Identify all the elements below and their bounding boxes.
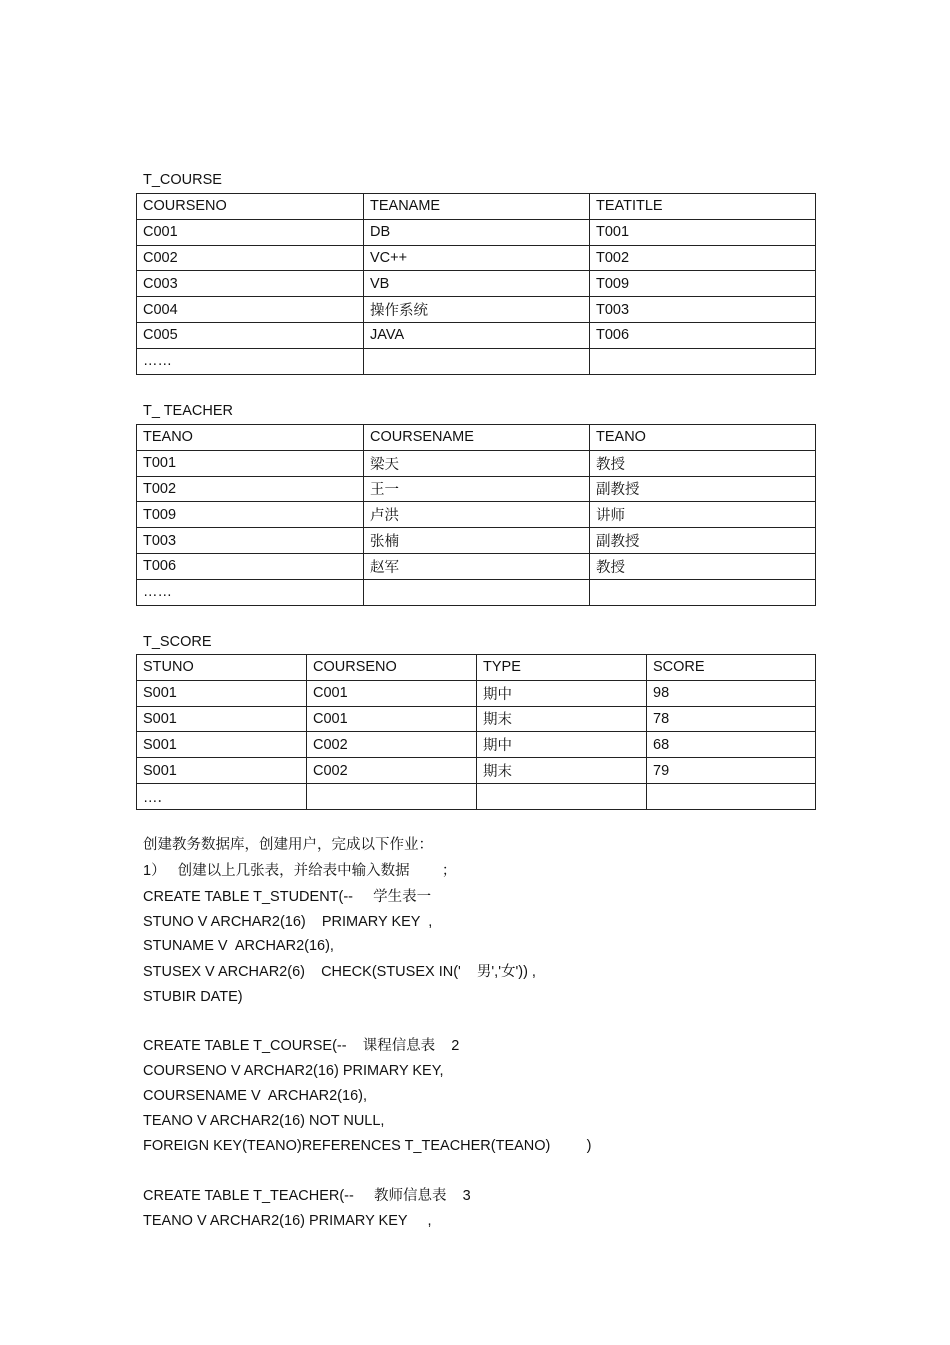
table-cell: …．	[137, 783, 307, 809]
course-table	[136, 193, 816, 375]
code-line: CREATE TABLE T_COURSE(-- 课程信息表 2	[143, 1038, 460, 1054]
table-row	[137, 450, 816, 476]
table-cell	[307, 783, 477, 809]
table-cell: ……	[137, 579, 364, 605]
table-row	[137, 783, 816, 809]
table-cell: T009	[590, 271, 816, 297]
table-cell: 副教授	[590, 528, 816, 554]
table-cell: T003	[137, 528, 364, 554]
task-item-1: 1） 创建以上几张表，并给表中输入数据 ；	[143, 863, 457, 879]
table-cell: S001	[137, 680, 307, 706]
table-row	[137, 245, 816, 271]
table-cell: 张楠	[364, 528, 590, 554]
table-cell: COURSENAME	[364, 425, 590, 451]
table-row	[137, 528, 816, 554]
table-caption-score: T_SCORE	[143, 634, 212, 650]
table-cell: 98	[647, 680, 816, 706]
table-cell: 卢洪	[364, 502, 590, 528]
table-cell	[590, 348, 816, 374]
code-line: STUSEX V ARCHAR2(6) CHECK(STUSEX IN(' 男','女')) ,	[143, 964, 536, 980]
table-row	[137, 476, 816, 502]
table-caption-teacher: T_ TEACHER	[143, 403, 233, 419]
table-row	[137, 271, 816, 297]
code-line: TEANO V ARCHAR2(16) NOT NULL,	[143, 1113, 385, 1129]
table-cell: T002	[590, 245, 816, 271]
code-line: FOREIGN KEY(TEANO)REFERENCES T_TEACHER(TEANO) )	[143, 1138, 592, 1154]
table-cell: 讲师	[590, 502, 816, 528]
table-row	[137, 706, 816, 732]
table-row	[137, 348, 816, 374]
table-cell: TEATITLE	[590, 194, 816, 220]
table-cell: S001	[137, 706, 307, 732]
table-cell: C001	[307, 706, 477, 732]
table-header-row	[137, 425, 816, 451]
table-cell: T003	[590, 297, 816, 323]
table-cell: 期末	[477, 758, 647, 784]
code-line: STUNO V ARCHAR2(16) PRIMARY KEY ,	[143, 914, 433, 930]
table-cell: COURSENO	[137, 194, 364, 220]
code-line: CREATE TABLE T_TEACHER(-- 教师信息表 3	[143, 1188, 471, 1204]
table-row	[137, 322, 816, 348]
table-cell: 教授	[590, 450, 816, 476]
table-cell: 78	[647, 706, 816, 732]
table-cell: 王一	[364, 476, 590, 502]
table-cell: T001	[590, 219, 816, 245]
table-cell: C001	[137, 219, 364, 245]
table-cell: TEANO	[137, 425, 364, 451]
table-cell: 79	[647, 758, 816, 784]
table-cell: C001	[307, 680, 477, 706]
table-cell	[364, 579, 590, 605]
table-cell: S001	[137, 758, 307, 784]
table-cell: COURSENO	[307, 655, 477, 681]
table-cell: 操作系统	[364, 297, 590, 323]
table-cell: T006	[590, 322, 816, 348]
table-cell: ……	[137, 348, 364, 374]
table-cell: VC++	[364, 245, 590, 271]
table-cell	[590, 579, 816, 605]
score-table	[136, 654, 816, 810]
table-cell: T002	[137, 476, 364, 502]
assignment-intro: 创建教务数据库，创建用户，完成以下作业：	[143, 837, 433, 853]
table-cell: 期末	[477, 706, 647, 732]
table-cell: C002	[137, 245, 364, 271]
table-cell: C005	[137, 322, 364, 348]
table-cell: TEANO	[590, 425, 816, 451]
table-cell: T006	[137, 553, 364, 579]
table-cell: SCORE	[647, 655, 816, 681]
table-cell: 梁天	[364, 450, 590, 476]
table-cell: C002	[307, 758, 477, 784]
table-header-row	[137, 655, 816, 681]
table-cell: 68	[647, 732, 816, 758]
table-row	[137, 680, 816, 706]
table-header-row	[137, 194, 816, 220]
table-row	[137, 297, 816, 323]
table-cell: 教授	[590, 553, 816, 579]
table-row	[137, 579, 816, 605]
table-cell: C004	[137, 297, 364, 323]
table-row	[137, 553, 816, 579]
table-cell	[477, 783, 647, 809]
table-cell: T001	[137, 450, 364, 476]
table-cell: T009	[137, 502, 364, 528]
table-row	[137, 758, 816, 784]
table-cell: S001	[137, 732, 307, 758]
table-row	[137, 732, 816, 758]
table-cell	[647, 783, 816, 809]
code-line: CREATE TABLE T_STUDENT(-- 学生表一	[143, 889, 432, 905]
code-line: COURSENAME V ARCHAR2(16),	[143, 1088, 367, 1104]
code-line: COURSENO V ARCHAR2(16) PRIMARY KEY,	[143, 1063, 444, 1079]
table-cell: JAVA	[364, 322, 590, 348]
table-caption-course: T_COURSE	[143, 172, 222, 188]
table-cell: TYPE	[477, 655, 647, 681]
table-cell	[364, 348, 590, 374]
table-cell: 期中	[477, 732, 647, 758]
code-line: STUNAME V ARCHAR2(16),	[143, 938, 334, 954]
table-cell: C003	[137, 271, 364, 297]
code-line: TEANO V ARCHAR2(16) PRIMARY KEY ,	[143, 1213, 432, 1229]
code-line: STUBIR DATE)	[143, 989, 243, 1005]
table-row	[137, 219, 816, 245]
table-cell: C002	[307, 732, 477, 758]
table-cell: DB	[364, 219, 590, 245]
table-cell: STUNO	[137, 655, 307, 681]
teacher-table	[136, 424, 816, 606]
table-cell: 副教授	[590, 476, 816, 502]
table-cell: 期中	[477, 680, 647, 706]
table-cell: TEANAME	[364, 194, 590, 220]
table-cell: 赵军	[364, 553, 590, 579]
table-cell: VB	[364, 271, 590, 297]
table-row	[137, 502, 816, 528]
